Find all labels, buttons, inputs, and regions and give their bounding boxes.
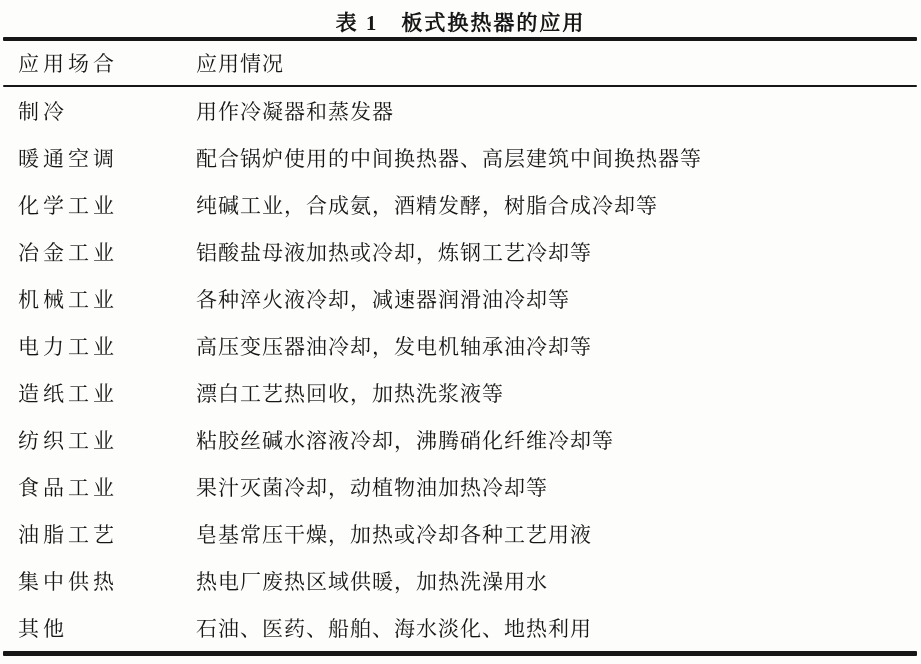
table-row: [0, 276, 921, 323]
header-occasion: 应用场合: [18, 52, 118, 76]
situation-cell: 皂基常压干燥，加热或冷却各种工艺用液: [196, 522, 592, 547]
table-row: [0, 323, 921, 370]
table-row: [0, 557, 921, 604]
situation-cell: 各种淬火液冷却，减速器润滑油冷却等: [196, 288, 570, 313]
table-row: [0, 88, 921, 135]
table-body: [0, 88, 921, 651]
occasion-cell: 纺织工业: [18, 428, 118, 453]
situation-cell: 粘胶丝碱水溶液冷却，沸腾硝化纤维冷却等: [196, 428, 614, 453]
occasion-cell: 制冷: [18, 100, 68, 125]
occasion-cell: 油脂工艺: [18, 522, 118, 547]
table-header-row: [0, 41, 921, 85]
situation-cell: 果汁灭菌冷却，动植物油加热冷却等: [196, 475, 548, 500]
table-bottom-rule: [3, 651, 917, 656]
occasion-cell: 电力工业: [18, 335, 118, 360]
occasion-cell: 机械工业: [18, 288, 118, 313]
table-row: [0, 416, 921, 463]
table-row: [0, 229, 921, 276]
situation-cell: 配合锅炉使用的中间换热器、高层建筑中间换热器等: [196, 147, 702, 172]
situation-cell: 石油、医药、船舶、海水淡化、地热利用: [196, 616, 592, 641]
situation-cell: 漂白工艺热回收，加热洗浆液等: [196, 381, 504, 406]
table-row: [0, 463, 921, 510]
table-row: [0, 604, 921, 651]
table-title: 表 1 板式换热器的应用: [335, 11, 586, 35]
occasion-cell: 食品工业: [18, 475, 118, 500]
table-row: [0, 510, 921, 557]
situation-cell: 铝酸盐母液加热或冷却，炼钢工艺冷却等: [196, 241, 592, 266]
occasion-cell: 化学工业: [18, 194, 118, 219]
header-situation: 应用情况: [196, 52, 284, 76]
occasion-cell: 暖通空调: [18, 147, 118, 172]
situation-cell: 高压变压器油冷却，发电机轴承油冷却等: [196, 335, 592, 360]
occasion-cell: 冶金工业: [18, 241, 118, 266]
table-row: [0, 370, 921, 417]
occasion-cell: 造纸工业: [18, 381, 118, 406]
table-row: [0, 135, 921, 182]
table-header-rule: [3, 85, 917, 87]
occasion-cell: 集中供热: [18, 569, 118, 594]
occasion-cell: 其他: [18, 616, 68, 641]
situation-cell: 用作冷凝器和蒸发器: [196, 100, 394, 125]
table-row: [0, 182, 921, 229]
situation-cell: 纯碱工业，合成氨，酒精发酵，树脂合成冷却等: [196, 194, 658, 219]
situation-cell: 热电厂废热区域供暖，加热洗澡用水: [196, 569, 548, 594]
